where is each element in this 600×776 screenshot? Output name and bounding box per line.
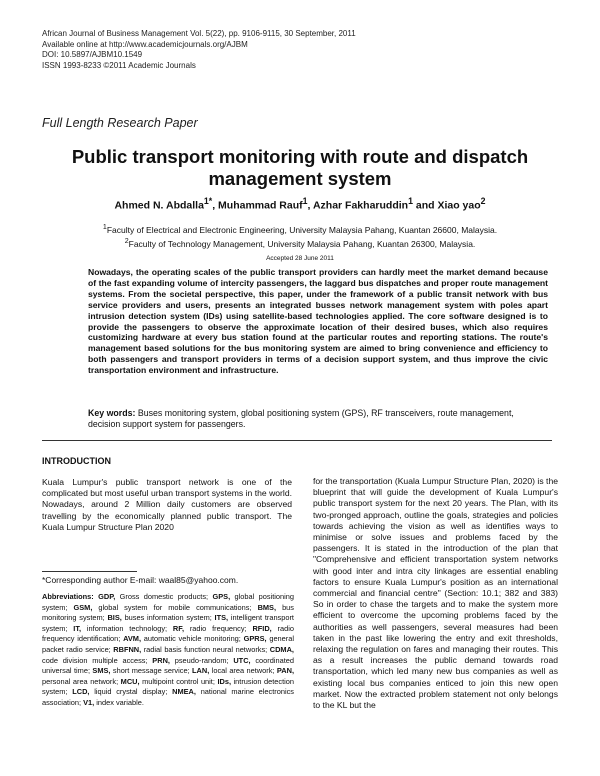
abbreviation-term: GDP, xyxy=(98,592,116,601)
author-affiliation-mark: 1 xyxy=(408,196,413,206)
paper-title: Public transport monitoring with route and dispatch management system xyxy=(71,146,529,189)
abbreviation-definition: global system for mobile communications; xyxy=(92,602,258,612)
abbreviation-definition: global positioning system; xyxy=(42,592,294,612)
abbreviation-definition: coordinated universal time; xyxy=(42,655,294,676)
author-list: Ahmed N. Abdalla$^{1*}$, Muhammad Rauf$^1$, Azhar Fakharuddin$^1$ and Xiao yao$^2$ xyxy=(114,196,486,212)
abbreviation-definition: pseudo-random; xyxy=(169,655,234,665)
abbreviation-term: PAN, xyxy=(276,666,294,676)
abbreviation-definition: short message service; xyxy=(110,666,193,676)
abbreviations-list xyxy=(42,592,294,707)
affiliation-1: $^1$Faculty of Electrical and Electronic Engineering, University Malaysia Pahang, Kuantan 26600, Malaysia. xyxy=(102,223,498,235)
journal-doi: DOI: 10.5897/AJBM10.1549 xyxy=(42,50,143,59)
abbreviation-term: MCU, xyxy=(120,676,140,686)
footnote-divider xyxy=(42,571,137,572)
abbreviation-definition: general packet radio service; xyxy=(42,634,294,654)
abbreviation-term: RF, xyxy=(172,623,185,633)
abbreviation-term: UTC, xyxy=(233,655,251,665)
abbreviation-term: GSM, xyxy=(73,602,93,612)
keywords-text: Buses monitoring system, global positioning system (GPS), RF transceivers, route management, decision support system for passengers. xyxy=(88,408,514,430)
journal-header xyxy=(42,29,356,71)
abbreviation-definition: radio frequency identification; xyxy=(42,623,294,644)
abbreviation-definition: code division multiple access; xyxy=(42,655,153,665)
abstract: Nowadays, the operating scales of the public transport providers can hardly meet the market demand because of the fast expanding volume of intercity passengers, the laggard bus dispatches and proper route management systems. From the societal perspective, this paper, under the framework of a public transit network with bus service providers and users, presents an integrated busses network management system with poles apart intrusion detection system (IDs) using satellite-based technologies applied. The core software designed is to provide the passengers to observe the approximate location of their desired buses, which also requires customizing hardware at every bus station found at the particular routes and reporting stations. The route's management based solutions for the bus monitoring system are aimed to bring convenience and efficiency to both passengers and transport providers in terms of a decision support system, and thus improve the civic transportation environment and infrastructure. xyxy=(88,267,548,376)
abbreviation-definition: liquid crystal display; xyxy=(89,687,173,697)
abbreviation-definition: radio frequency; xyxy=(184,623,253,633)
abbreviation-term: GPS, xyxy=(212,592,231,601)
abbreviation-term: CDMA, xyxy=(269,644,294,654)
abbreviation-term: GPRS, xyxy=(243,634,267,644)
author-name: Ahmed N. Abdalla xyxy=(114,199,204,212)
author-name: Muhammad Rauf xyxy=(218,199,303,212)
section-divider xyxy=(42,440,552,441)
author-affiliation-mark: 2 xyxy=(480,196,486,206)
abbreviation-definition: local area network; xyxy=(209,666,277,676)
affiliation-2: $^2$Faculty of Technology Management, University Malaysia Pahang, Kuantan 26300, Malaysia. xyxy=(124,236,476,249)
journal-issn: ISSN 1993-8233 ©2011 Academic Journals xyxy=(42,60,196,70)
keywords-label: Key words: xyxy=(88,408,136,418)
intro-right-column: for the transportation (Kuala Lumpur Structure Plan, 2020) is the blueprint that will guide the development of Kuala Lumpur's public transport system for the next 20 years. The Plan, with its two-pronged approach, outline the goals, strategies and policies towards achieving the vision as well as identifies ways to minimise or solve issues and problems faced by the passengers. It is stated in the introduction of the plan that "Comprehensive and efficient transportation system networks with good inter and intra city linkages are essential enabling factors to ensure Kuala Lumpur's position as an international commercial and financial centre" (Section: 10.1; 382 and 383) So in order to chase the targets and to make the system more efficient to overcome the upcoming problems faced by the authorities as well passengers, several measures had been taken in the past like lowering the entry and exit thresholds, relaxing the regulation on fares and managing their routes. This as a result increases the public demand towards road transportation, which led many new bus companies as well as existing local bus companies enticed to join this new open market. Now the extracted problem statement not only belongs to the KL but the xyxy=(313,476,558,711)
abbreviation-term: SMS, xyxy=(92,666,111,676)
author-affiliation-mark: 1 xyxy=(302,196,308,206)
author-name: Xiao yao xyxy=(437,199,481,212)
abbreviation-term: IDs, xyxy=(217,676,232,686)
accepted-date: Accepted 28 June 2011 xyxy=(266,255,334,262)
abbreviation-term: NMEA, xyxy=(172,687,196,697)
abbreviation-definition: intrusion detection system; xyxy=(42,676,295,697)
abbreviation-definition: Gross domestic products; xyxy=(115,592,213,601)
abbreviation-definition: bus monitoring system; xyxy=(42,602,294,623)
abbreviations-block xyxy=(42,592,294,709)
abbreviations-label: Abbreviations: xyxy=(42,592,94,601)
abbreviation-term: ITS, xyxy=(214,613,229,623)
intro-left-column: Kuala Lumpur's public transport network is one of the complicated but most useful urban transport systems in the world. Nowadays, around 2 Million daily customers are observed travelling by the economically planned public transport. The Kuala Lumpur Structure Plan 2020 xyxy=(42,477,292,532)
abbreviation-definition: national marine electronics association; xyxy=(42,687,294,707)
author-name: Azhar Fakharuddin xyxy=(312,199,409,212)
paper-type: Full Length Research Paper xyxy=(42,116,198,130)
author-affiliation-mark: 1* xyxy=(203,196,213,206)
abbreviation-definition: buses information system; xyxy=(121,613,215,623)
abbreviation-definition: index variable. xyxy=(94,697,144,707)
abbreviation-term: RBFNN, xyxy=(113,644,142,654)
abbreviation-term: BIS, xyxy=(107,613,122,623)
abbreviation-term: AVM, xyxy=(123,634,142,644)
journal-citation: African Journal of Business Management Vol. 5(22), pp. 9106-9115, 30 September, 2011 xyxy=(42,29,356,38)
abbreviation-definition: information technology; xyxy=(81,623,173,633)
abbreviation-definition: radial basis function neural networks; xyxy=(141,644,270,654)
abbreviation-term: IT, xyxy=(73,623,82,633)
abbreviation-term: PRN, xyxy=(152,655,170,665)
abbreviation-definition: intelligent transport system; xyxy=(42,613,294,633)
abbreviation-term: LCD, xyxy=(72,687,90,697)
abbreviation-term: BMS, xyxy=(257,602,277,612)
abbreviation-definition: personal area network; xyxy=(42,676,121,686)
abbreviation-definition: multipoint control unit; xyxy=(139,676,218,686)
affiliations xyxy=(40,222,560,250)
abbreviation-term: RFID, xyxy=(252,623,272,633)
journal-availability: Available online at http://www.academicjournals.org/AJBM xyxy=(42,39,248,49)
keywords xyxy=(88,408,548,430)
abbreviation-definition: automatic vehicle monitoring; xyxy=(141,634,244,644)
abbreviation-term: V1, xyxy=(83,697,95,707)
section-heading-introduction: INTRODUCTION xyxy=(42,456,111,466)
corresponding-author-footnote: *Corresponding author E-mail: waal85@yahoo.com. xyxy=(42,575,239,585)
abbreviation-term: LAN, xyxy=(192,666,210,676)
